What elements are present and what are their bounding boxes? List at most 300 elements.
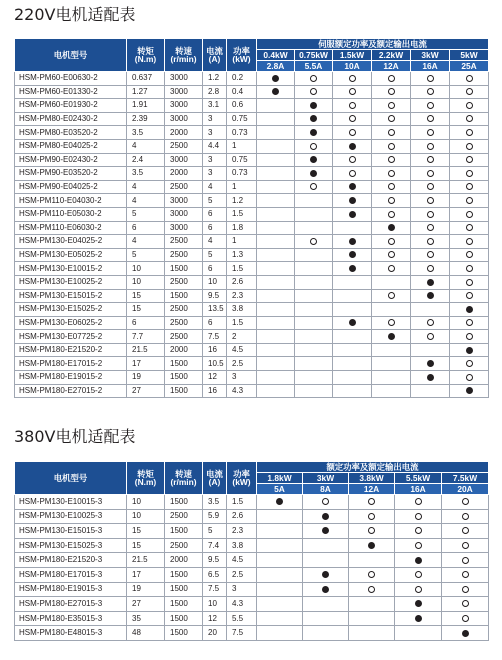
- cell-model: HSM-PM180-E17015-2: [15, 357, 127, 371]
- cell-current: 12: [203, 371, 227, 385]
- cell-current: 3.5: [203, 495, 227, 510]
- cell-fit: [333, 221, 372, 235]
- table-380v: [14, 461, 489, 641]
- cell-power: 0.75: [227, 153, 257, 167]
- hollow-circle-icon: [462, 527, 469, 534]
- table-row: [15, 611, 489, 626]
- cell-power: 5.5: [227, 611, 257, 626]
- table-row: [15, 194, 489, 208]
- hollow-circle-icon: [462, 615, 469, 622]
- cell-torque: 27: [127, 384, 165, 398]
- cell-fit: [450, 153, 489, 167]
- cell-speed: 1500: [165, 495, 203, 510]
- table-row: [15, 126, 489, 140]
- cell-fit: [295, 262, 333, 276]
- hollow-circle-icon: [388, 102, 395, 109]
- cell-fit: [257, 139, 295, 153]
- header-model: 电机型号: [15, 462, 127, 495]
- cell-fit: [450, 343, 489, 357]
- cell-fit: [349, 567, 395, 582]
- header-drive-current: 5A: [257, 484, 303, 495]
- header-drive-current: 20A: [442, 484, 489, 495]
- cell-torque: 17: [127, 357, 165, 371]
- cell-fit: [257, 221, 295, 235]
- table-row: [15, 139, 489, 153]
- section-title-380v: 380V电机适配表: [14, 427, 136, 446]
- cell-current: 6: [203, 262, 227, 276]
- header-drive-power: 2.2kW: [372, 50, 411, 61]
- hollow-circle-icon: [466, 238, 473, 245]
- filled-circle-icon: [322, 513, 329, 520]
- cell-torque: 7.7: [127, 330, 165, 344]
- cell-torque: 19: [127, 371, 165, 385]
- cell-fit: [303, 582, 349, 597]
- cell-speed: 1500: [165, 597, 203, 612]
- filled-circle-icon: [349, 211, 356, 218]
- hollow-circle-icon: [466, 143, 473, 150]
- header-current: 电流 (A): [203, 39, 227, 72]
- cell-fit: [411, 235, 450, 249]
- cell-current: 5.9: [203, 509, 227, 524]
- cell-speed: 2500: [165, 235, 203, 249]
- cell-speed: 2500: [165, 509, 203, 524]
- cell-current: 16: [203, 343, 227, 357]
- header-drive-power: 1.5kW: [333, 50, 372, 61]
- hollow-circle-icon: [368, 571, 375, 578]
- cell-fit: [257, 262, 295, 276]
- cell-model: HSM-PM180-E21520-3: [15, 553, 127, 568]
- filled-circle-icon: [427, 374, 434, 381]
- cell-fit: [450, 262, 489, 276]
- cell-model: HSM-PM60-E01330-2: [15, 85, 127, 99]
- filled-circle-icon: [349, 197, 356, 204]
- cell-fit: [333, 167, 372, 181]
- cell-power: 1.3: [227, 248, 257, 262]
- cell-model: HSM-PM180-E21520-2: [15, 343, 127, 357]
- cell-model: HSM-PM90-E03520-2: [15, 167, 127, 181]
- filled-circle-icon: [466, 387, 473, 394]
- header-drive-current: 16A: [395, 484, 442, 495]
- cell-fit: [372, 384, 411, 398]
- table-row: [15, 235, 489, 249]
- cell-fit: [257, 167, 295, 181]
- cell-fit: [411, 207, 450, 221]
- cell-fit: [257, 524, 303, 539]
- cell-fit: [257, 126, 295, 140]
- cell-current: 6: [203, 207, 227, 221]
- cell-fit: [442, 524, 489, 539]
- cell-speed: 3000: [165, 85, 203, 99]
- cell-fit: [450, 167, 489, 181]
- cell-power: 1.5: [227, 495, 257, 510]
- cell-torque: 15: [127, 289, 165, 303]
- cell-fit: [333, 289, 372, 303]
- header-current: 电流 (A): [203, 462, 227, 495]
- cell-current: 20: [203, 626, 227, 641]
- cell-current: 6.5: [203, 567, 227, 582]
- cell-fit: [295, 316, 333, 330]
- cell-power: 1.5: [227, 262, 257, 276]
- cell-torque: 3.5: [127, 126, 165, 140]
- table-row: [15, 153, 489, 167]
- table-row: [15, 289, 489, 303]
- header-speed: 转速 (r/min): [165, 39, 203, 72]
- cell-fit: [333, 371, 372, 385]
- cell-fit: [257, 626, 303, 641]
- cell-torque: 10: [127, 275, 165, 289]
- hollow-circle-icon: [349, 156, 356, 163]
- cell-fit: [411, 221, 450, 235]
- hollow-circle-icon: [466, 75, 473, 82]
- cell-fit: [333, 99, 372, 113]
- table-row: [15, 262, 489, 276]
- cell-fit: [257, 72, 295, 86]
- cell-speed: 2500: [165, 538, 203, 553]
- cell-current: 10: [203, 597, 227, 612]
- cell-current: 13.5: [203, 303, 227, 317]
- cell-speed: 3000: [165, 221, 203, 235]
- header-drive-current: 2.8A: [257, 61, 295, 72]
- cell-current: 3: [203, 112, 227, 126]
- cell-fit: [442, 567, 489, 582]
- cell-speed: 3000: [165, 194, 203, 208]
- cell-speed: 2500: [165, 180, 203, 194]
- hollow-circle-icon: [388, 197, 395, 204]
- filled-circle-icon: [272, 88, 279, 95]
- cell-fit: [450, 126, 489, 140]
- filled-circle-icon: [349, 319, 356, 326]
- cell-speed: 1500: [165, 262, 203, 276]
- cell-fit: [349, 597, 395, 612]
- cell-fit: [333, 126, 372, 140]
- cell-fit: [442, 509, 489, 524]
- cell-power: 0.2: [227, 72, 257, 86]
- cell-fit: [295, 248, 333, 262]
- cell-speed: 1500: [165, 582, 203, 597]
- filled-circle-icon: [322, 571, 329, 578]
- cell-fit: [442, 582, 489, 597]
- cell-model: HSM-PM90-E04025-2: [15, 180, 127, 194]
- hollow-circle-icon: [349, 102, 356, 109]
- cell-fit: [450, 221, 489, 235]
- hollow-circle-icon: [427, 224, 434, 231]
- filled-circle-icon: [415, 557, 422, 564]
- cell-model: HSM-PM110-E06030-2: [15, 221, 127, 235]
- cell-fit: [257, 99, 295, 113]
- cell-fit: [395, 611, 442, 626]
- hollow-circle-icon: [310, 238, 317, 245]
- filled-circle-icon: [466, 306, 473, 313]
- cell-fit: [372, 330, 411, 344]
- cell-fit: [295, 357, 333, 371]
- cell-fit: [295, 72, 333, 86]
- header-drive-power: 0.75kW: [295, 50, 333, 61]
- hollow-circle-icon: [415, 542, 422, 549]
- filled-circle-icon: [322, 586, 329, 593]
- cell-fit: [303, 626, 349, 641]
- cell-fit: [349, 582, 395, 597]
- cell-model: HSM-PM180-E48015-3: [15, 626, 127, 641]
- cell-fit: [395, 538, 442, 553]
- cell-fit: [257, 597, 303, 612]
- cell-model: HSM-PM130-E10015-3: [15, 495, 127, 510]
- table-row: [15, 509, 489, 524]
- cell-fit: [257, 343, 295, 357]
- cell-fit: [372, 371, 411, 385]
- header-drive-current: 5.5A: [295, 61, 333, 72]
- table-row: [15, 316, 489, 330]
- table-row: [15, 371, 489, 385]
- cell-torque: 10: [127, 262, 165, 276]
- hollow-circle-icon: [462, 586, 469, 593]
- cell-fit: [450, 180, 489, 194]
- cell-current: 12: [203, 611, 227, 626]
- cell-speed: 2000: [165, 553, 203, 568]
- hollow-circle-icon: [388, 170, 395, 177]
- hollow-circle-icon: [427, 102, 434, 109]
- cell-power: 0.73: [227, 167, 257, 181]
- cell-fit: [295, 112, 333, 126]
- filled-circle-icon: [466, 347, 473, 354]
- cell-speed: 3000: [165, 72, 203, 86]
- filled-circle-icon: [349, 143, 356, 150]
- cell-torque: 17: [127, 567, 165, 582]
- cell-power: 3: [227, 371, 257, 385]
- hollow-circle-icon: [466, 224, 473, 231]
- cell-model: HSM-PM130-E15025-3: [15, 538, 127, 553]
- table-row: [15, 553, 489, 568]
- cell-fit: [395, 567, 442, 582]
- cell-torque: 27: [127, 597, 165, 612]
- cell-torque: 4: [127, 139, 165, 153]
- filled-circle-icon: [349, 265, 356, 272]
- cell-fit: [303, 509, 349, 524]
- header-drive-current: 12A: [349, 484, 395, 495]
- cell-fit: [349, 611, 395, 626]
- hollow-circle-icon: [310, 75, 317, 82]
- cell-fit: [349, 553, 395, 568]
- table-row: [15, 330, 489, 344]
- cell-fit: [372, 275, 411, 289]
- hollow-circle-icon: [466, 279, 473, 286]
- cell-fit: [257, 275, 295, 289]
- cell-fit: [411, 153, 450, 167]
- cell-fit: [257, 180, 295, 194]
- cell-fit: [303, 611, 349, 626]
- cell-fit: [411, 85, 450, 99]
- header-group: 伺服额定功率及额定输出电流: [257, 39, 489, 50]
- cell-fit: [411, 275, 450, 289]
- table-row: [15, 275, 489, 289]
- cell-speed: 3000: [165, 112, 203, 126]
- cell-power: 3.8: [227, 538, 257, 553]
- cell-fit: [295, 180, 333, 194]
- header-drive-current: 8A: [303, 484, 349, 495]
- hollow-circle-icon: [415, 586, 422, 593]
- hollow-circle-icon: [427, 129, 434, 136]
- cell-speed: 2000: [165, 343, 203, 357]
- cell-speed: 1500: [165, 524, 203, 539]
- table-row: [15, 99, 489, 113]
- cell-current: 3: [203, 167, 227, 181]
- table-row: [15, 524, 489, 539]
- cell-fit: [257, 357, 295, 371]
- cell-fit: [257, 303, 295, 317]
- hollow-circle-icon: [368, 513, 375, 520]
- cell-fit: [257, 85, 295, 99]
- filled-circle-icon: [388, 224, 395, 231]
- cell-fit: [411, 126, 450, 140]
- header-speed: 转速 (r/min): [165, 462, 203, 495]
- hollow-circle-icon: [466, 360, 473, 367]
- table-row: [15, 495, 489, 510]
- cell-model: HSM-PM180-E27015-2: [15, 384, 127, 398]
- cell-fit: [295, 371, 333, 385]
- cell-fit: [450, 99, 489, 113]
- filled-circle-icon: [310, 170, 317, 177]
- cell-power: 2.3: [227, 524, 257, 539]
- cell-fit: [257, 495, 303, 510]
- cell-current: 2.8: [203, 85, 227, 99]
- cell-fit: [450, 207, 489, 221]
- cell-speed: 2000: [165, 126, 203, 140]
- header-drive-power: 5kW: [450, 50, 489, 61]
- hollow-circle-icon: [349, 170, 356, 177]
- hollow-circle-icon: [427, 88, 434, 95]
- cell-fit: [372, 303, 411, 317]
- cell-fit: [450, 248, 489, 262]
- cell-speed: 2500: [165, 139, 203, 153]
- filled-circle-icon: [349, 251, 356, 258]
- cell-speed: 2000: [165, 167, 203, 181]
- hollow-circle-icon: [466, 197, 473, 204]
- cell-fit: [257, 553, 303, 568]
- cell-speed: 3000: [165, 153, 203, 167]
- hollow-circle-icon: [427, 143, 434, 150]
- cell-fit: [333, 330, 372, 344]
- cell-fit: [295, 303, 333, 317]
- cell-fit: [257, 567, 303, 582]
- cell-model: HSM-PM80-E04025-2: [15, 139, 127, 153]
- cell-fit: [333, 384, 372, 398]
- hollow-circle-icon: [462, 557, 469, 564]
- cell-fit: [295, 85, 333, 99]
- cell-power: 1: [227, 235, 257, 249]
- hollow-circle-icon: [349, 129, 356, 136]
- cell-fit: [411, 194, 450, 208]
- cell-speed: 1500: [165, 626, 203, 641]
- cell-current: 10: [203, 275, 227, 289]
- cell-fit: [349, 626, 395, 641]
- cell-fit: [372, 72, 411, 86]
- cell-fit: [395, 524, 442, 539]
- cell-fit: [442, 495, 489, 510]
- filled-circle-icon: [310, 102, 317, 109]
- table-row: [15, 567, 489, 582]
- cell-fit: [411, 167, 450, 181]
- table-row: [15, 112, 489, 126]
- cell-fit: [257, 330, 295, 344]
- hollow-circle-icon: [388, 156, 395, 163]
- table-row: [15, 207, 489, 221]
- hollow-circle-icon: [462, 513, 469, 520]
- cell-fit: [333, 248, 372, 262]
- cell-fit: [411, 357, 450, 371]
- cell-torque: 5: [127, 248, 165, 262]
- hollow-circle-icon: [388, 251, 395, 258]
- cell-fit: [333, 153, 372, 167]
- cell-speed: 1500: [165, 371, 203, 385]
- hollow-circle-icon: [427, 238, 434, 245]
- cell-fit: [295, 275, 333, 289]
- cell-fit: [372, 139, 411, 153]
- cell-fit: [411, 371, 450, 385]
- cell-fit: [349, 509, 395, 524]
- cell-fit: [450, 289, 489, 303]
- header-drive-power: 5.5kW: [395, 473, 442, 484]
- cell-fit: [295, 194, 333, 208]
- cell-torque: 1.27: [127, 85, 165, 99]
- cell-model: HSM-PM110-E04030-2: [15, 194, 127, 208]
- hollow-circle-icon: [415, 498, 422, 505]
- cell-fit: [333, 316, 372, 330]
- hollow-circle-icon: [415, 513, 422, 520]
- filled-circle-icon: [310, 129, 317, 136]
- cell-current: 3: [203, 153, 227, 167]
- header-drive-current: 10A: [333, 61, 372, 72]
- cell-fit: [450, 371, 489, 385]
- cell-fit: [295, 167, 333, 181]
- cell-fit: [333, 275, 372, 289]
- cell-fit: [442, 553, 489, 568]
- cell-power: 2: [227, 330, 257, 344]
- filled-circle-icon: [349, 183, 356, 190]
- hollow-circle-icon: [466, 129, 473, 136]
- cell-power: 4.3: [227, 384, 257, 398]
- cell-torque: 48: [127, 626, 165, 641]
- header-model: 电机型号: [15, 39, 127, 72]
- cell-fit: [333, 262, 372, 276]
- cell-torque: 15: [127, 538, 165, 553]
- table-row: [15, 180, 489, 194]
- hollow-circle-icon: [466, 183, 473, 190]
- cell-fit: [442, 597, 489, 612]
- header-torque: 转矩 (N.m): [127, 462, 165, 495]
- cell-current: 9.5: [203, 289, 227, 303]
- cell-power: 0.73: [227, 126, 257, 140]
- filled-circle-icon: [322, 527, 329, 534]
- cell-torque: 2.39: [127, 112, 165, 126]
- table-row: [15, 303, 489, 317]
- cell-model: HSM-PM130-E10015-2: [15, 262, 127, 276]
- filled-circle-icon: [427, 360, 434, 367]
- cell-torque: 1.91: [127, 99, 165, 113]
- cell-power: 0.4: [227, 85, 257, 99]
- cell-model: HSM-PM130-E05025-2: [15, 248, 127, 262]
- cell-fit: [333, 235, 372, 249]
- cell-fit: [295, 99, 333, 113]
- cell-fit: [450, 112, 489, 126]
- cell-model: HSM-PM80-E03520-2: [15, 126, 127, 140]
- cell-current: 1.2: [203, 72, 227, 86]
- hollow-circle-icon: [388, 292, 395, 299]
- cell-fit: [333, 207, 372, 221]
- hollow-circle-icon: [349, 88, 356, 95]
- cell-torque: 3.5: [127, 167, 165, 181]
- hollow-circle-icon: [466, 374, 473, 381]
- cell-fit: [333, 112, 372, 126]
- cell-current: 3: [203, 126, 227, 140]
